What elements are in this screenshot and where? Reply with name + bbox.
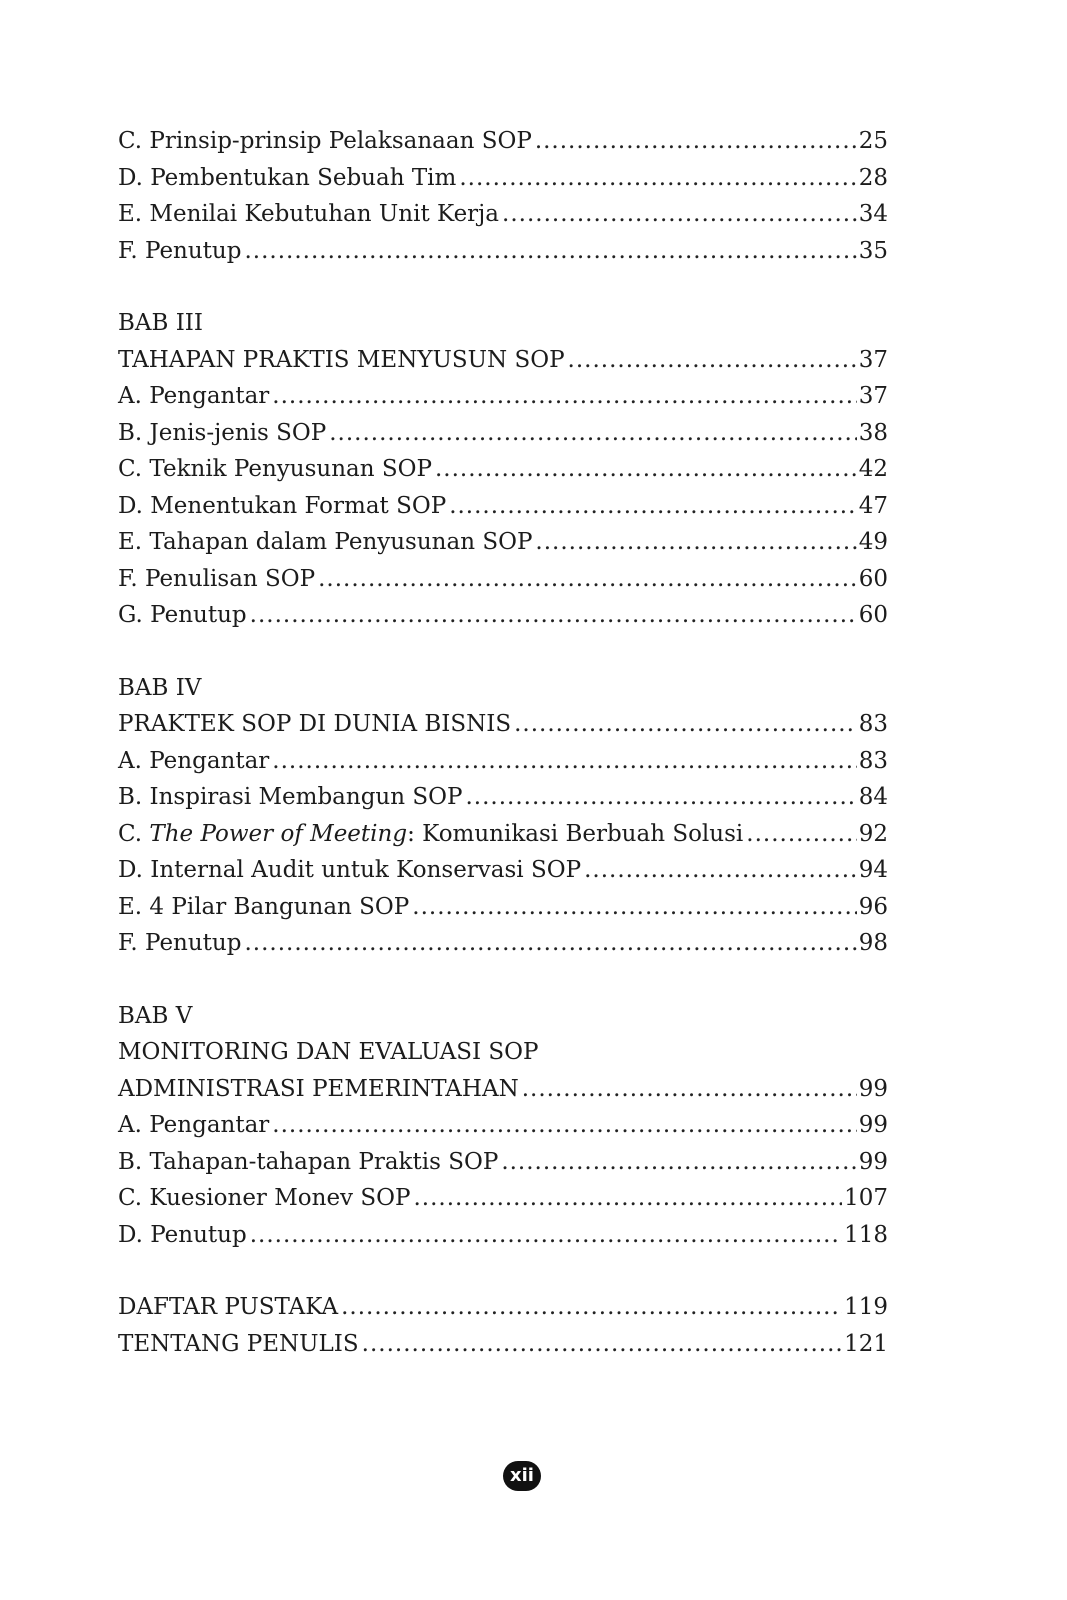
toc-entry: [118, 743, 888, 780]
toc-entry: [118, 597, 888, 634]
toc-entry: [118, 488, 888, 525]
toc-entry-label-prefix: C.: [118, 820, 150, 847]
dot-leader: [502, 196, 857, 233]
chapter-heading: BAB III: [118, 310, 203, 336]
toc-entry-label: DAFTAR PUSTAKA: [118, 1294, 339, 1320]
dot-leader: [272, 378, 856, 415]
dot-leader: [272, 1107, 856, 1144]
chapter-heading: BAB IV: [118, 674, 202, 701]
toc-entry: [118, 925, 888, 962]
chapter-title: PRAKTEK SOP DI DUNIA BISNIS: [118, 711, 512, 737]
toc-section-bab-3: [118, 305, 888, 634]
dot-leader: [250, 1217, 842, 1254]
toc-entry-page: 60: [858, 602, 888, 628]
toc-entry-label: [118, 816, 743, 853]
toc-entry-label: F. Penulisan SOP: [118, 565, 316, 592]
toc-entry-page: 25: [858, 128, 888, 154]
toc-entry-label: G. Penutup: [118, 602, 247, 628]
toc-entry-page: 83: [858, 747, 888, 774]
chapter-title-entry: [118, 706, 888, 743]
dot-leader: [362, 1326, 842, 1363]
dot-leader: [329, 415, 857, 452]
dot-leader: [250, 597, 857, 634]
dot-leader: [435, 451, 857, 488]
toc-entry-page: 99: [858, 1112, 888, 1138]
chapter-title-page: 83: [858, 711, 888, 737]
toc-section-bab-5: [118, 998, 888, 1254]
dot-leader: [272, 743, 856, 780]
dot-leader: [522, 1071, 857, 1108]
toc-entry: [118, 561, 888, 598]
toc-entry-label: A. Pengantar: [118, 1112, 270, 1138]
toc-entry-page: 119: [844, 1294, 888, 1320]
toc-entry: [118, 160, 888, 197]
toc-entry-page: 34: [858, 201, 888, 227]
toc-entry: [118, 1217, 888, 1254]
toc-entry-page: 37: [858, 383, 888, 409]
chapter-title-line-2: ADMINISTRASI PEMERINTAHAN: [118, 1075, 519, 1102]
toc-entry-label-suffix: : Komunikasi Berbuah Solusi: [407, 820, 744, 847]
toc-entry: [118, 816, 888, 853]
dot-leader: [584, 852, 857, 889]
toc-entry-page: 35: [858, 237, 888, 264]
toc-entry-page: 60: [858, 565, 888, 592]
toc-entry: [118, 1144, 888, 1181]
toc-entry: [118, 852, 888, 889]
toc-entry-label: D. Menentukan Format SOP: [118, 492, 447, 519]
toc-entry-page: 28: [858, 164, 888, 191]
dot-leader: [746, 816, 856, 853]
toc-entry-label: F. Penutup: [118, 930, 242, 956]
toc-entry-page: 49: [858, 529, 888, 555]
toc-entry-page: 84: [858, 784, 888, 810]
toc-entry-page: 98: [858, 930, 888, 956]
toc-entry-label: A. Pengantar: [118, 383, 270, 409]
toc-entry-page: 121: [844, 1330, 888, 1357]
dot-leader: [244, 925, 856, 962]
toc-entry-label: B. Jenis-jenis SOP: [118, 419, 327, 446]
toc-entry-label: C. Teknik Penyusunan SOP: [118, 456, 432, 482]
dot-leader: [465, 779, 856, 816]
dot-leader: [535, 524, 856, 561]
dot-leader: [413, 1180, 842, 1217]
toc-entry-label: E. 4 Pilar Bangunan SOP: [118, 893, 410, 920]
toc-section-back-matter: [118, 1289, 888, 1362]
toc-entry: [118, 1326, 888, 1363]
toc-entry-label-italic: The Power of Meeting: [149, 820, 408, 847]
toc-entry-page: 47: [858, 492, 888, 519]
toc-entry-label: C. Prinsip-prinsip Pelaksanaan SOP: [118, 128, 532, 154]
toc-entry-label: TENTANG PENULIS: [118, 1330, 359, 1357]
toc-entry-label: B. Inspirasi Membangun SOP: [118, 784, 463, 810]
toc-entry: [118, 1107, 888, 1144]
dot-leader: [535, 123, 857, 160]
table-of-contents: [118, 123, 888, 1362]
dot-leader: [318, 561, 857, 598]
toc-entry-page: 38: [858, 419, 888, 446]
dot-leader: [459, 160, 856, 197]
dot-leader: [568, 342, 857, 379]
toc-entry-page: 99: [858, 1148, 888, 1175]
page-number-badge: xii: [503, 1461, 541, 1491]
dot-leader: [341, 1289, 842, 1326]
toc-entry: [118, 779, 888, 816]
toc-entry-label: E. Tahapan dalam Penyusunan SOP: [118, 529, 533, 555]
toc-entry: [118, 233, 888, 270]
chapter-title-page: 99: [858, 1075, 888, 1102]
toc-entry: [118, 196, 888, 233]
toc-entry-page: 94: [858, 857, 888, 883]
chapter-title-entry: [118, 1071, 888, 1108]
chapter-title-entry: [118, 342, 888, 379]
dot-leader: [514, 706, 857, 743]
chapter-title-line-1: MONITORING DAN EVALUASI SOP: [118, 1039, 539, 1065]
toc-entry: [118, 415, 888, 452]
toc-entry-label: A. Pengantar: [118, 747, 270, 774]
toc-entry-page: 107: [844, 1185, 888, 1211]
toc-entry-label: F. Penutup: [118, 237, 242, 264]
toc-entry-page: 42: [858, 456, 888, 482]
toc-entry: [118, 1289, 888, 1326]
toc-entry-label: E. Menilai Kebutuhan Unit Kerja: [118, 201, 500, 227]
dot-leader: [501, 1144, 856, 1181]
dot-leader: [449, 488, 857, 525]
chapter-title-page: 37: [858, 346, 888, 373]
toc-section-bab-4: [118, 670, 888, 962]
toc-entry-page: 118: [844, 1221, 888, 1248]
toc-entry-page: 92: [858, 820, 888, 847]
toc-entry-label: D. Internal Audit untuk Konservasi SOP: [118, 857, 582, 883]
toc-entry-label: B. Tahapan-tahapan Praktis SOP: [118, 1148, 499, 1175]
toc-entry-page: 96: [858, 893, 888, 920]
toc-entry: [118, 378, 888, 415]
dot-leader: [244, 233, 856, 270]
toc-section-continuation: [118, 123, 888, 269]
chapter-title: TAHAPAN PRAKTIS MENYUSUN SOP: [118, 346, 565, 373]
dot-leader: [412, 889, 856, 926]
toc-entry-label: D. Penutup: [118, 1221, 247, 1248]
toc-entry: [118, 524, 888, 561]
toc-entry: [118, 1180, 888, 1217]
toc-entry-label: D. Pembentukan Sebuah Tim: [118, 164, 457, 191]
toc-entry: [118, 889, 888, 926]
toc-entry: [118, 451, 888, 488]
chapter-heading: BAB V: [118, 1002, 193, 1029]
toc-entry: [118, 123, 888, 160]
toc-entry-label: C. Kuesioner Monev SOP: [118, 1185, 411, 1211]
